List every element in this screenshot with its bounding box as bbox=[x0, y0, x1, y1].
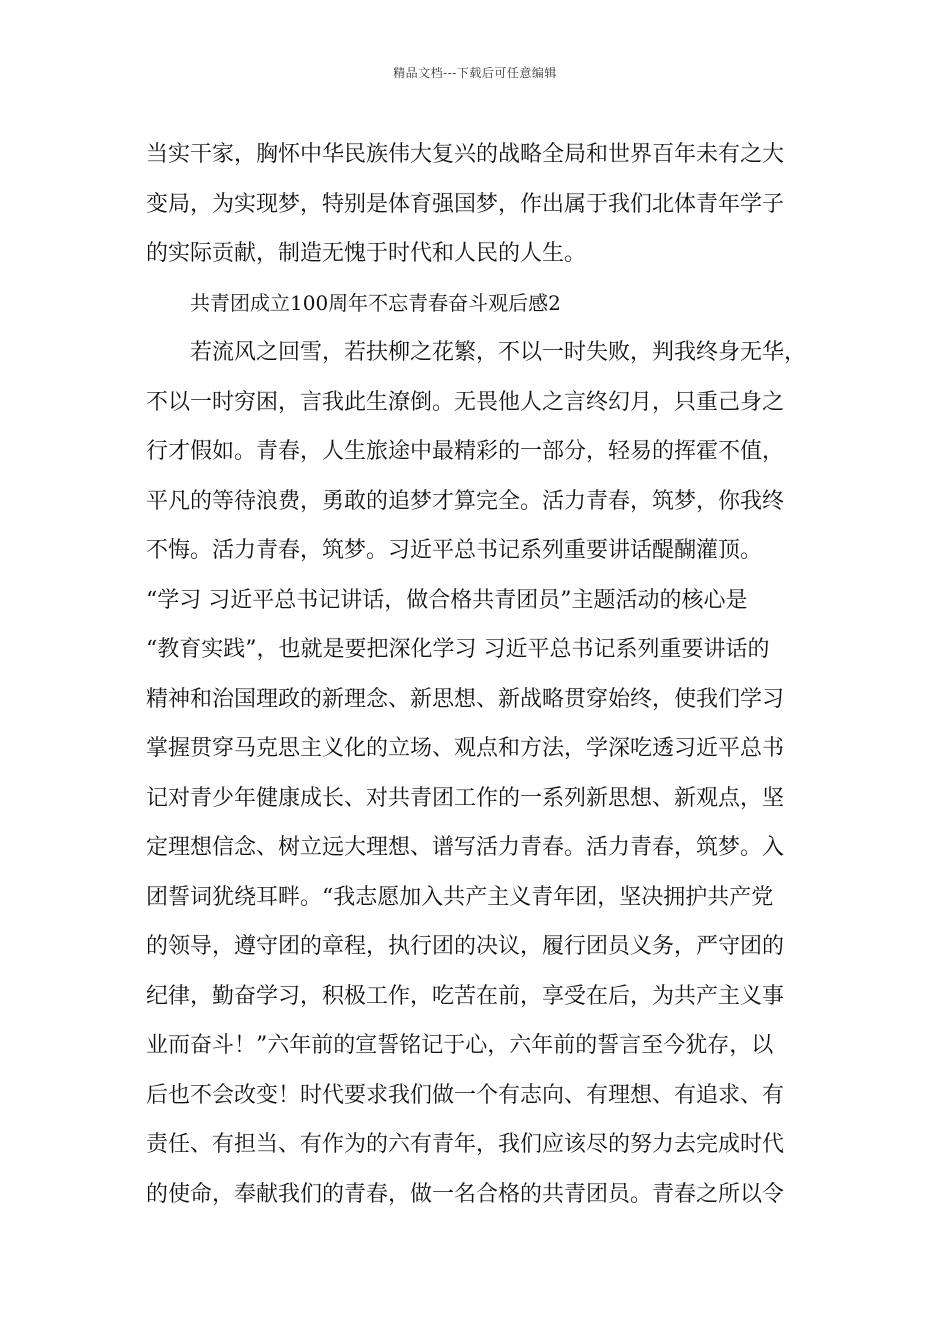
text-line: 业而奋斗！”六年前的宣誓铭记于心，六年前的誓言至今犹存，以 bbox=[146, 1033, 774, 1058]
text-line: 行才假如。青春，人生旅途中最精彩的一部分，轻易的挥霍不值， bbox=[146, 439, 785, 464]
text-line: 平凡的等待浪费，勇敢的追梦才算完全。活力青春，筑梦，你我终 bbox=[146, 488, 785, 514]
text-line: 若流风之回雪，若扶柳之花繁，不以一时失败，判我终身无华， bbox=[190, 340, 807, 365]
text-line: 的使命，奉献我们的青春，做一名合格的共青团员。青春之所以令 bbox=[146, 1181, 785, 1207]
text-line: 掌握贯穿马克思主义化的立场、观点和方法，学深吃透习近平总书 bbox=[146, 736, 785, 761]
page-header: 精品文档---下载后可任意编辑 bbox=[393, 66, 557, 80]
text-line: 后也不会改变！时代要求我们做一个有志向、有理想、有追求、有 bbox=[146, 1082, 785, 1108]
text-line: 精神和治国理政的新理念、新思想、新战略贯穿始终，使我们学习 bbox=[146, 686, 785, 712]
text-line: 的实际贡献，制造无愧于时代和人民的人生。 bbox=[146, 241, 587, 266]
document-body bbox=[146, 130, 810, 1219]
text-line: 当实干家，胸怀中华民族伟大复兴的战略全局和世界百年未有之大 bbox=[146, 142, 785, 167]
text-line: 变局，为实现梦，特别是体育强国梦，作出属于我们北体青年学子 bbox=[146, 191, 785, 217]
text-line: “教育实践”，也就是要把深化学习 习近平总书记系列重要讲话的 bbox=[146, 637, 770, 662]
text-line: 定理想信念、树立远大理想、谱写活力青春。活力青春，筑梦。入 bbox=[146, 835, 785, 860]
text-line: “学习 习近平总书记讲话，做合格共青团员”主题活动的核心是 bbox=[146, 587, 748, 613]
text-line: 团誓词犹绕耳畔。“我志愿加入共产主义青年团，坚决拥护共产党 bbox=[146, 884, 774, 910]
text-line: 责任、有担当、有作为的六有青年，我们应该尽的努力去完成时代 bbox=[146, 1132, 785, 1157]
section-heading: 共青团成立100周年不忘青春奋斗观后感2 bbox=[190, 290, 561, 315]
text-line: 纪律，勤奋学习，积极工作，吃苦在前，享受在后，为共产主义事 bbox=[146, 983, 785, 1009]
text-line: 不以一时穷困，言我此生潦倒。无畏他人之言终幻月，只重己身之 bbox=[146, 389, 785, 415]
text-line: 不悔。活力青春，筑梦。习近平总书记系列重要讲话醍醐灌顶。 bbox=[146, 538, 763, 563]
text-line: 的领导，遵守团的章程，执行团的决议，履行团员义务，严守团的 bbox=[146, 934, 785, 959]
text-line: 记对青少年健康成长、对共青团工作的一系列新思想、新观点，坚 bbox=[146, 785, 785, 811]
